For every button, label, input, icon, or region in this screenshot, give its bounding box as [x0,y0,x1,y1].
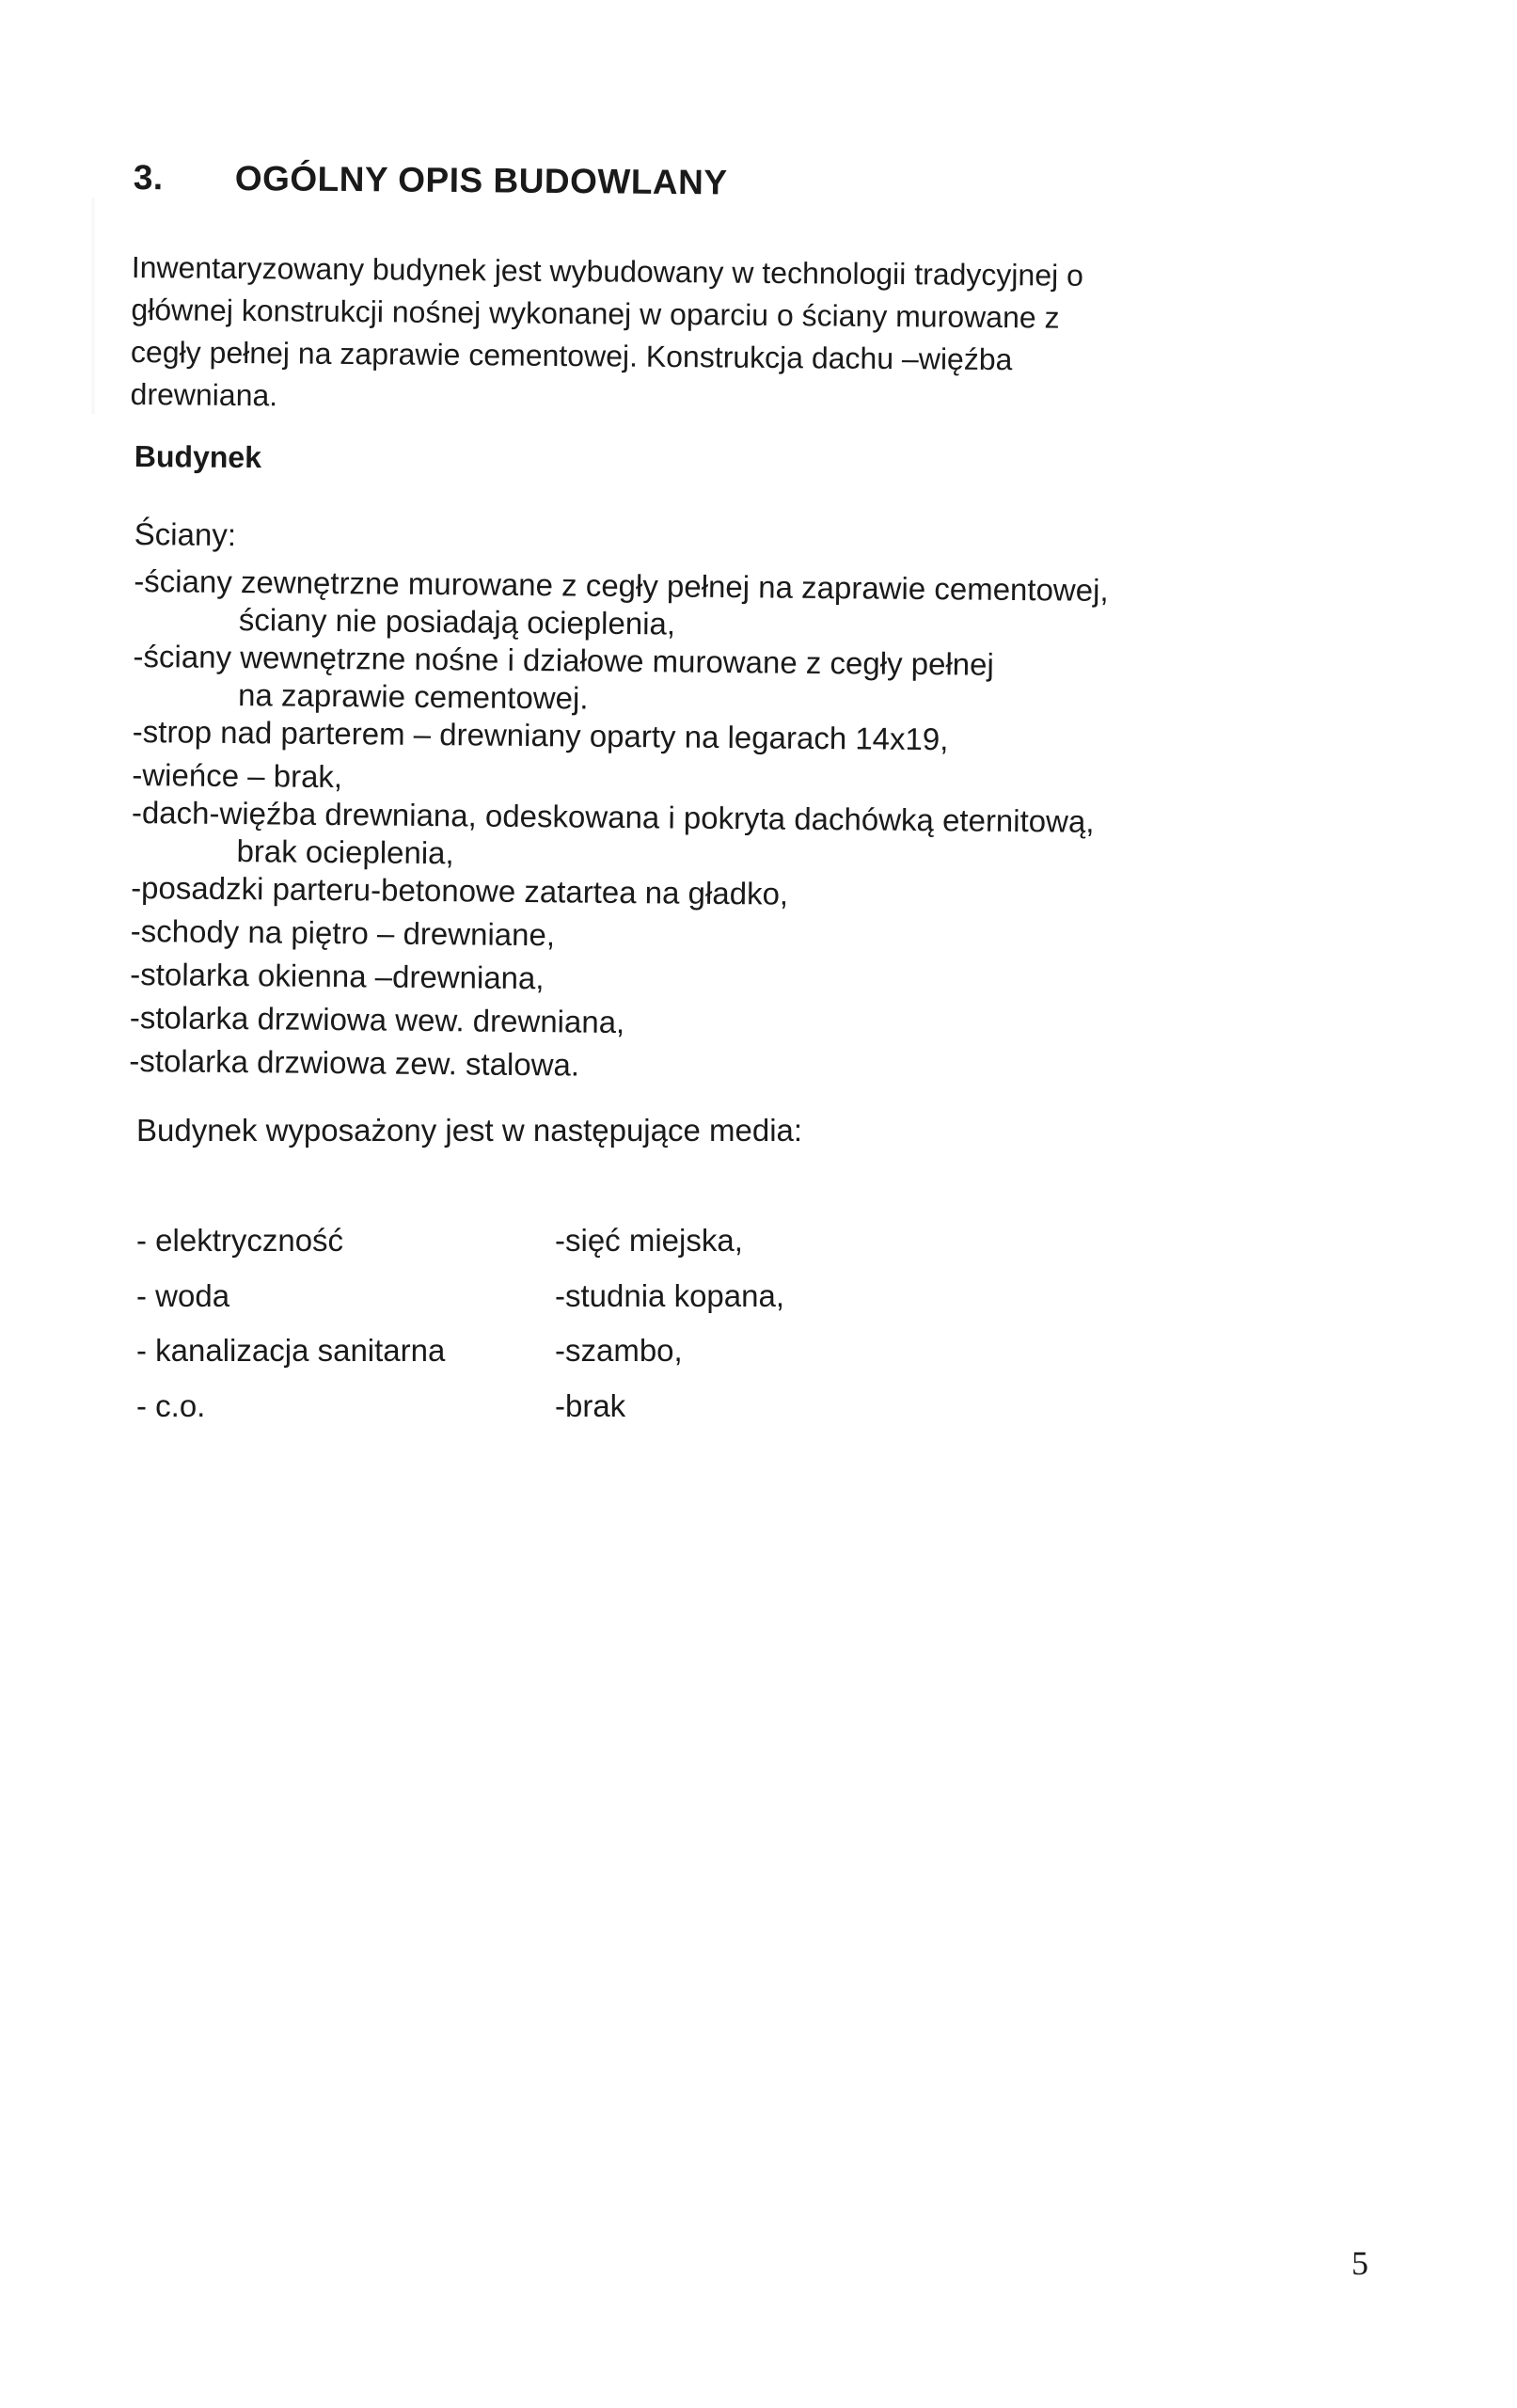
intro-line: Inwentaryzowany budynek jest wybudowany w technologii tradycyjnej o [131,249,1084,293]
section-number: 3. [133,158,164,198]
intro-line: drewniana. [130,376,278,413]
walls-item: -stolarka drzwiowa zew. stalowa. [129,1042,580,1083]
walls-item: -posadzki parteru-betonowe zatartea na gładko, [130,869,789,911]
media-row [136,1388,784,1444]
walls-item: -ściany wewnętrzne nośne i działowe murowane z cegły pełnej [133,638,994,682]
scan-shadow [90,198,96,414]
walls-item: -dach-więźba drewniana, odeskowana i pokryta dachówką eternitową, [131,794,1095,839]
media-name: - kanalizacja sanitarna [136,1333,446,1368]
walls-item: -schody na piętro – drewniane, [130,912,556,953]
section-heading [134,158,728,203]
walls-item-continuation: brak ocieplenia, [236,833,454,871]
page-number: 5 [1351,2244,1368,2282]
section-title: OGÓLNY OPIS BUDOWLANY [234,158,728,202]
walls-item-continuation: na zaprawie cementowej. [237,677,589,716]
intro-line: cegły pełnej na zaprawie cementowej. Konstrukcja dachu –więźba [130,334,1013,377]
walls-heading: Ściany: [134,515,237,553]
walls-item: -stolarka drzwiowa wew. drewniana, [129,999,625,1040]
media-name: - c.o. [136,1387,206,1423]
walls-item: -ściany zewnętrzne murowane z cegły pełnej na zaprawie cementowej, [134,562,1109,608]
walls-item: -stolarka okienna –drewniana, [130,956,545,996]
media-intro: Budynek wyposażony jest w następujące media: [136,1113,803,1148]
media-name: - woda [136,1277,230,1313]
walls-item-continuation: ściany nie posiadają ocieplenia, [238,602,676,642]
building-heading: Budynek [134,439,262,475]
walls-section [129,513,1310,1094]
walls-item: -strop nad parterem – drewniany oparty na legarach 14x19, [132,713,949,757]
intro-line: głównej konstrukcji nośnej wykonanej w oparciu o ściany murowane z [131,292,1060,335]
media-source: -szambo, [555,1333,683,1368]
media-source: -studnia kopana, [555,1277,785,1313]
media-list [136,1223,784,1443]
media-row [136,1278,784,1334]
intro-paragraph [130,246,1251,425]
media-source: -brak [555,1387,626,1423]
media-row [136,1223,784,1278]
media-row [136,1333,784,1388]
media-name: - elektryczność [136,1223,344,1258]
walls-item: -wieńce – brak, [132,756,343,795]
media-source: -sięć miejska, [555,1223,743,1258]
